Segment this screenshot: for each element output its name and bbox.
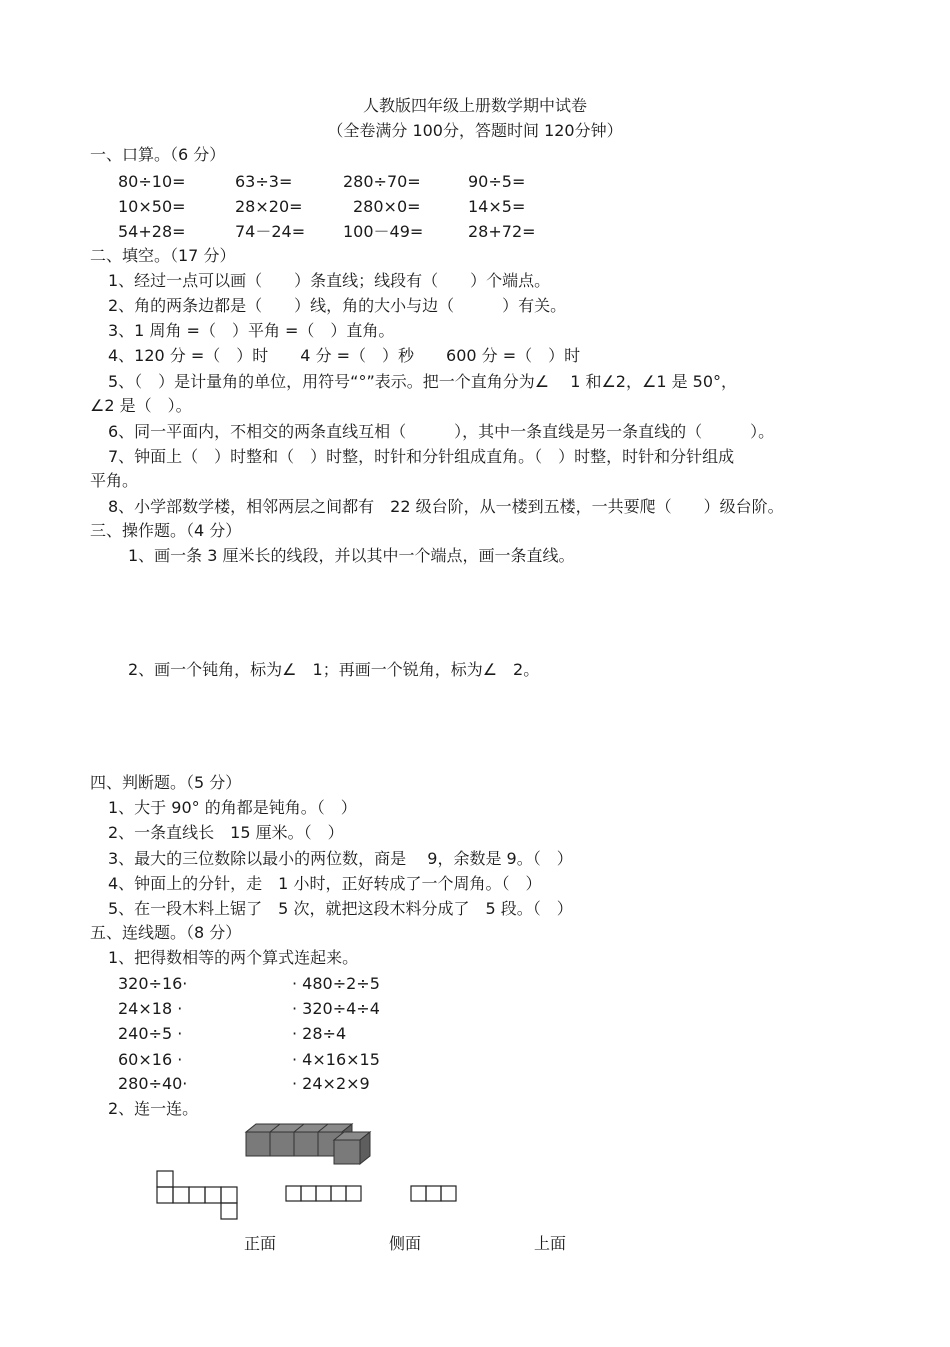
match-left-item: 240÷5 · [118, 1024, 183, 1043]
calc-item: 90÷5= [468, 172, 526, 191]
match-right-item: · 28÷4 [292, 1024, 347, 1043]
match-left-item: 60×16 · [118, 1050, 183, 1069]
connect-instruction: 2、连一连。 [108, 1099, 199, 1118]
section-1-heading: 一、口算。（6 分） [90, 145, 226, 164]
fill-question-cont: ∠2 是（ ）。 [90, 396, 192, 415]
fill-question: 7、钟面上（ ）时整和（ ）时整，时针和分针组成直角。（ ）时整，时针和分针组成 [108, 447, 735, 466]
operation-question: 1、画一条 3 厘米长的线段，并以其中一个端点，画一条直线。 [128, 546, 575, 565]
calc-item: 63÷3= [235, 172, 293, 191]
calc-item: 28+72= [468, 222, 536, 241]
judge-item: 5、在一段木料上锯了 5 次，就把这段木料分成了 5 段。（ ） [108, 899, 573, 918]
calc-item: 80÷10= [118, 172, 186, 191]
match-left-item: 280÷40· [118, 1074, 188, 1093]
match-right-item: · 480÷2÷5 [292, 974, 380, 993]
match-right-item: · 320÷4÷4 [292, 999, 380, 1018]
calc-item: 280÷70= [343, 172, 421, 191]
section-5-heading: 五、连线题。（8 分） [90, 923, 242, 942]
view-label-front: 正面 [244, 1234, 277, 1253]
judge-item: 4、钟面上的分针，走 1 小时，正好转成了一个周角。（ ） [108, 874, 542, 893]
section-3-heading: 三、操作题。（4 分） [90, 521, 242, 540]
view-label-top: 上面 [534, 1234, 567, 1253]
match-left-item: 24×18 · [118, 999, 183, 1018]
fill-question: 6、同一平面内，不相交的两条直线互相（ ），其中一条直线是另一条直线的（ ）。 [108, 422, 775, 441]
view-label-side: 侧面 [389, 1234, 422, 1253]
exam-title: 人教版四年级上册数学期中试卷 [362, 96, 587, 115]
view-shape-2 [285, 1185, 365, 1203]
match-left-item: 320÷16· [118, 974, 188, 993]
match-right-item: · 4×16×15 [292, 1050, 380, 1069]
fill-question: 2、角的两条边都是（ ）线，角的大小与边（ ）有关。 [108, 296, 567, 315]
fill-question-cont: 平角。 [90, 471, 139, 490]
cube-solid-figure [244, 1120, 384, 1168]
calc-item: 100－49= [343, 222, 424, 241]
judge-item: 1、大于 90° 的角都是钝角。（ ） [108, 798, 357, 817]
match-instruction: 1、把得数相等的两个算式连起来。 [108, 948, 359, 967]
fill-question: 1、经过一点可以画（ ）条直线；线段有（ ）个端点。 [108, 271, 551, 290]
view-shape-1 [156, 1170, 240, 1220]
judge-item: 2、一条直线长 15 厘米。（ ） [108, 823, 344, 842]
calc-item: 74－24= [235, 222, 306, 241]
fill-question: 5、（ ）是计量角的单位，用符号“°”表示。把一个直角分为∠ 1 和∠2，∠1 是 50°， [108, 372, 738, 391]
calc-item: 54+28= [118, 222, 186, 241]
fill-question: 8、小学部数学楼，相邻两层之间都有 22 级台阶，从一楼到五楼，一共要爬（ ）级台阶。 [108, 497, 784, 516]
exam-subtitle: （全卷满分 100分，答题时间 120分钟） [327, 121, 623, 140]
calc-item: 280×0= [353, 197, 421, 216]
calc-item: 28×20= [235, 197, 303, 216]
view-shape-3 [410, 1185, 460, 1203]
section-2-heading: 二、填空。（17 分） [90, 246, 236, 265]
section-4-heading: 四、判断题。（5 分） [90, 773, 242, 792]
operation-question: 2、画一个钝角，标为∠ 1；再画一个锐角，标为∠ 2。 [128, 660, 540, 679]
fill-question: 3、1 周角 =（ ）平角 =（ ）直角。 [108, 321, 395, 340]
calc-item: 10×50= [118, 197, 186, 216]
calc-item: 14×5= [468, 197, 526, 216]
judge-item: 3、最大的三位数除以最小的两位数，商是 9，余数是 9。（ ） [108, 849, 573, 868]
match-right-item: · 24×2×9 [292, 1074, 370, 1093]
fill-question: 4、120 分 =（ ）时 4 分 =（ ）秒 600 分 =（ ）时 [108, 346, 581, 365]
